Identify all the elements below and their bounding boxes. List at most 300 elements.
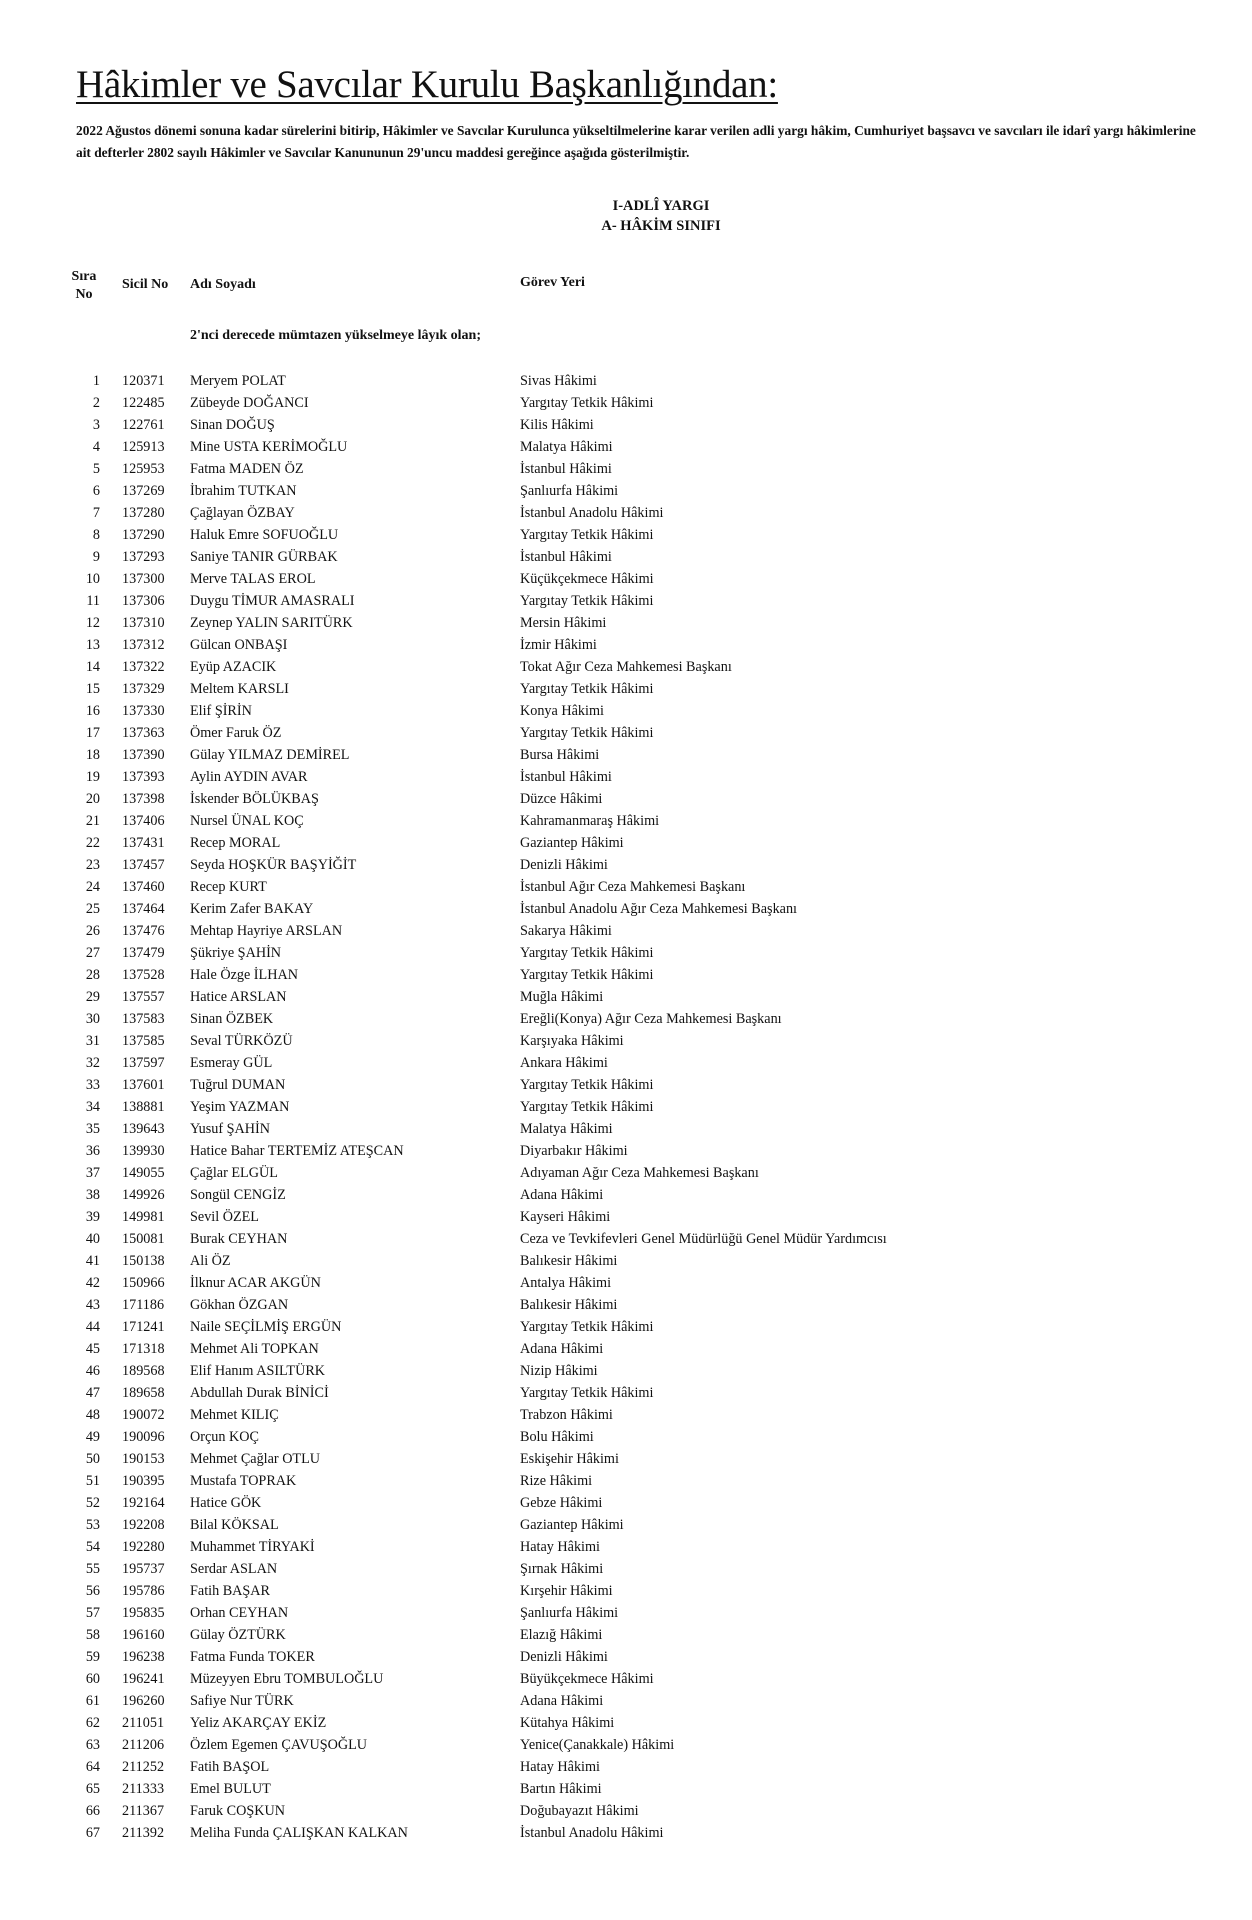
row-number: 40	[85, 1231, 100, 1247]
full-name: Gökhan ÖZGAN	[190, 1297, 289, 1313]
sicil-number: 137431	[122, 835, 165, 851]
duty-station: Mersin Hâkimi	[520, 615, 607, 631]
sicil-number: 211392	[122, 1825, 165, 1841]
duty-station: Düzce Hâkimi	[520, 791, 603, 807]
duty-station: Ankara Hâkimi	[520, 1055, 608, 1071]
sicil-number: 137390	[122, 747, 165, 763]
table-row	[0, 1382, 1252, 1404]
table-row	[0, 1426, 1252, 1448]
row-number: 48	[85, 1407, 100, 1423]
full-name: Burak CEYHAN	[190, 1231, 288, 1247]
sicil-number: 192280	[122, 1539, 165, 1555]
duty-station: Kırşehir Hâkimi	[520, 1583, 613, 1599]
full-name: Mehmet Ali TOPKAN	[190, 1341, 319, 1357]
table-row	[0, 942, 1252, 964]
row-number: 39	[85, 1209, 100, 1225]
table-row	[0, 612, 1252, 634]
row-number: 34	[85, 1099, 100, 1115]
table-row	[0, 1602, 1252, 1624]
table-row	[0, 876, 1252, 898]
sicil-number: 137290	[122, 527, 165, 543]
sicil-number: 171318	[122, 1341, 165, 1357]
duty-station: Yargıtay Tetkik Hâkimi	[520, 1319, 654, 1335]
table-row	[0, 1734, 1252, 1756]
sicil-number: 137457	[122, 857, 165, 873]
duty-station: Balıkesir Hâkimi	[520, 1253, 618, 1269]
full-name: Hatice GÖK	[190, 1495, 262, 1511]
duty-station: Adıyaman Ağır Ceza Mahkemesi Başkanı	[520, 1165, 759, 1181]
table-row	[0, 744, 1252, 766]
table-row	[0, 1184, 1252, 1206]
duty-station: Konya Hâkimi	[520, 703, 604, 719]
sicil-number: 195737	[122, 1561, 165, 1577]
full-name: Elif ŞİRİN	[190, 703, 252, 719]
row-number: 6	[92, 483, 100, 499]
sicil-number: 122761	[122, 417, 165, 433]
table-row	[0, 1690, 1252, 1712]
full-name: Seval TÜRKÖZÜ	[190, 1033, 293, 1049]
table-row	[0, 722, 1252, 744]
row-number: 18	[85, 747, 100, 763]
sicil-number: 149981	[122, 1209, 165, 1225]
row-number: 64	[85, 1759, 100, 1775]
row-number: 33	[85, 1077, 100, 1093]
row-number: 21	[85, 813, 100, 829]
row-number: 65	[85, 1781, 100, 1797]
full-name: Hatice Bahar TERTEMİZ ATEŞCAN	[190, 1143, 404, 1159]
duty-station: Hatay Hâkimi	[520, 1539, 600, 1555]
table-row	[0, 1778, 1252, 1800]
row-number: 45	[85, 1341, 100, 1357]
table-row	[0, 436, 1252, 458]
full-name: Mehmet Çağlar OTLU	[190, 1451, 321, 1467]
row-number: 56	[85, 1583, 100, 1599]
sicil-number: 150138	[122, 1253, 165, 1269]
full-name: Şükriye ŞAHİN	[190, 945, 282, 961]
duty-station: Trabzon Hâkimi	[520, 1407, 613, 1423]
duty-station: Muğla Hâkimi	[520, 989, 604, 1005]
full-name: Yusuf ŞAHİN	[190, 1121, 271, 1137]
full-name: Aylin AYDIN AVAR	[190, 769, 308, 785]
full-name: Mehtap Hayriye ARSLAN	[190, 923, 343, 939]
row-number: 25	[85, 901, 100, 917]
duty-station: Balıkesir Hâkimi	[520, 1297, 618, 1313]
table-row	[0, 1822, 1252, 1844]
row-number: 8	[92, 527, 100, 543]
table-row	[0, 1096, 1252, 1118]
full-name: Ali ÖZ	[190, 1253, 231, 1269]
duty-station: Yargıtay Tetkik Hâkimi	[520, 1099, 654, 1115]
table-row	[0, 634, 1252, 656]
full-name: Emel BULUT	[190, 1781, 271, 1797]
table-row	[0, 1118, 1252, 1140]
row-number: 53	[85, 1517, 100, 1533]
full-name: İskender BÖLÜKBAŞ	[190, 791, 319, 807]
row-number: 42	[85, 1275, 100, 1291]
judges-table	[0, 370, 1252, 1844]
sicil-number: 137406	[122, 813, 165, 829]
full-name: İbrahim TUTKAN	[190, 483, 297, 499]
table-row	[0, 480, 1252, 502]
sicil-number: 137398	[122, 791, 165, 807]
sicil-number: 137597	[122, 1055, 165, 1071]
full-name: Mustafa TOPRAK	[190, 1473, 297, 1489]
sicil-number: 137330	[122, 703, 165, 719]
full-name: İlknur ACAR AKGÜN	[190, 1275, 321, 1291]
full-name: Serdar ASLAN	[190, 1561, 278, 1577]
full-name: Hatice ARSLAN	[190, 989, 287, 1005]
duty-station: Denizli Hâkimi	[520, 1649, 608, 1665]
row-number: 7	[92, 505, 100, 521]
table-row	[0, 1008, 1252, 1030]
duty-station: Adana Hâkimi	[520, 1693, 604, 1709]
table-row	[0, 392, 1252, 414]
full-name: Elif Hanım ASILTÜRK	[190, 1363, 326, 1379]
sicil-number: 137306	[122, 593, 165, 609]
sicil-number: 137479	[122, 945, 165, 961]
full-name: Sinan DOĞUŞ	[190, 417, 275, 433]
sicil-number: 211051	[122, 1715, 165, 1731]
duty-station: Yargıtay Tetkik Hâkimi	[520, 527, 654, 543]
row-number: 17	[85, 725, 100, 741]
table-row	[0, 986, 1252, 1008]
sicil-number: 189658	[122, 1385, 165, 1401]
row-number: 47	[85, 1385, 100, 1401]
full-name: Yeşim YAZMAN	[190, 1099, 290, 1115]
table-row	[0, 1558, 1252, 1580]
duty-station: Eskişehir Hâkimi	[520, 1451, 619, 1467]
sicil-number: 190153	[122, 1451, 165, 1467]
table-row	[0, 1316, 1252, 1338]
duty-station: Yargıtay Tetkik Hâkimi	[520, 1385, 654, 1401]
table-row	[0, 1712, 1252, 1734]
sicil-number: 171241	[122, 1319, 165, 1335]
duty-station: Ceza ve Tevkifevleri Genel Müdürlüğü Genel Müdür Yardımcısı	[520, 1231, 887, 1247]
full-name: Özlem Egemen ÇAVUŞOĞLU	[190, 1737, 368, 1753]
full-name: Faruk COŞKUN	[190, 1803, 285, 1819]
full-name: Saniye TANIR GÜRBAK	[190, 549, 338, 565]
duty-station: Gebze Hâkimi	[520, 1495, 603, 1511]
row-number: 24	[85, 879, 100, 895]
table-row	[0, 1140, 1252, 1162]
intro-paragraph: 2022 Ağustos dönemi sonuna kadar sürelerini bitirip, Hâkimler ve Savcılar Kurulunca yükseltilmelerine karar verilen adli yargı hâkim, Cumhuriyet başsavcı ve savcıları ile idarî yargı hâkimlerine ait defterler 2802 sayılı Hâkimler ve Savcılar Kanununun 29'uncu maddesi gereğince aşağıda gösterilmiştir.	[76, 123, 1196, 160]
duty-station: Kilis Hâkimi	[520, 417, 594, 433]
row-number: 60	[85, 1671, 100, 1687]
full-name: Meliha Funda ÇALIŞKAN KALKAN	[190, 1825, 408, 1841]
full-name: Songül CENGİZ	[190, 1187, 286, 1203]
table-row	[0, 458, 1252, 480]
sicil-number: 137585	[122, 1033, 165, 1049]
row-number: 35	[85, 1121, 100, 1137]
table-row	[0, 524, 1252, 546]
row-number: 52	[85, 1495, 100, 1511]
duty-station: Antalya Hâkimi	[520, 1275, 612, 1291]
row-number: 4	[92, 439, 100, 455]
full-name: Yeliz AKARÇAY EKİZ	[190, 1715, 327, 1731]
duty-station: Yargıtay Tetkik Hâkimi	[520, 593, 654, 609]
full-name: Esmeray GÜL	[190, 1055, 273, 1071]
sicil-number: 195786	[122, 1583, 165, 1599]
table-row	[0, 1052, 1252, 1074]
sicil-number: 192208	[122, 1517, 165, 1533]
table-row	[0, 678, 1252, 700]
full-name: Seyda HOŞKÜR BAŞYİĞİT	[190, 857, 357, 873]
row-number: 14	[85, 659, 100, 675]
full-name: Hale Özge İLHAN	[190, 967, 298, 983]
sicil-number: 137601	[122, 1077, 165, 1093]
duty-station: Küçükçekmece Hâkimi	[520, 571, 654, 587]
sicil-number: 190072	[122, 1407, 165, 1423]
duty-station: Yargıtay Tetkik Hâkimi	[520, 945, 654, 961]
table-row	[0, 1162, 1252, 1184]
sicil-number: 139930	[122, 1143, 165, 1159]
full-name: Merve TALAS EROL	[190, 571, 316, 587]
row-number: 58	[85, 1627, 100, 1643]
full-name: Nursel ÜNAL KOÇ	[190, 813, 304, 829]
duty-station: Rize Hâkimi	[520, 1473, 593, 1489]
duty-station: Kütahya Hâkimi	[520, 1715, 615, 1731]
row-number: 54	[85, 1539, 100, 1555]
row-number: 59	[85, 1649, 100, 1665]
duty-station: Yenice(Çanakkale) Hâkimi	[520, 1737, 675, 1753]
duty-station: Ereğli(Konya) Ağır Ceza Mahkemesi Başkanı	[520, 1011, 782, 1027]
table-row	[0, 1360, 1252, 1382]
duty-station: Bolu Hâkimi	[520, 1429, 594, 1445]
table-row	[0, 656, 1252, 678]
sicil-number: 211367	[122, 1803, 165, 1819]
full-name: Sinan ÖZBEK	[190, 1011, 274, 1027]
duty-station: Gaziantep Hâkimi	[520, 1517, 624, 1533]
duty-station: İzmir Hâkimi	[520, 637, 597, 653]
table-row	[0, 1514, 1252, 1536]
full-name: Ömer Faruk ÖZ	[190, 725, 282, 741]
sicil-number: 150081	[122, 1231, 165, 1247]
table-row	[0, 1448, 1252, 1470]
table-row	[0, 766, 1252, 788]
row-number: 36	[85, 1143, 100, 1159]
duty-station: Bartın Hâkimi	[520, 1781, 602, 1797]
full-name: Mehmet KILIÇ	[190, 1407, 279, 1423]
row-number: 15	[85, 681, 100, 697]
duty-station: Yargıtay Tetkik Hâkimi	[520, 395, 654, 411]
duty-station: Elazığ Hâkimi	[520, 1627, 603, 1643]
full-name: Gülay ÖZTÜRK	[190, 1627, 286, 1643]
duty-station: Malatya Hâkimi	[520, 439, 613, 455]
sicil-number: 137293	[122, 549, 165, 565]
sicil-number: 196260	[122, 1693, 165, 1709]
table-row	[0, 1800, 1252, 1822]
table-row	[0, 898, 1252, 920]
duty-station: Gaziantep Hâkimi	[520, 835, 624, 851]
table-row	[0, 1470, 1252, 1492]
row-number: 11	[86, 593, 100, 609]
sicil-number: 196160	[122, 1627, 165, 1643]
full-name: Gülay YILMAZ DEMİREL	[190, 747, 350, 763]
table-row	[0, 546, 1252, 568]
section-heading: I-ADLÎ YARGI	[612, 198, 710, 214]
sicil-number: 120371	[122, 373, 165, 389]
full-name: Safiye Nur TÜRK	[190, 1693, 294, 1709]
duty-station: Şanlıurfa Hâkimi	[520, 483, 619, 499]
duty-station: Bursa Hâkimi	[520, 747, 600, 763]
duty-station: Kayseri Hâkimi	[520, 1209, 611, 1225]
table-row	[0, 1228, 1252, 1250]
sicil-number: 190395	[122, 1473, 165, 1489]
full-name: Meltem KARSLI	[190, 681, 289, 697]
sicil-number: 150966	[122, 1275, 165, 1291]
table-row	[0, 414, 1252, 436]
column-header-gorev-yeri: Görev Yeri	[520, 275, 585, 290]
row-number: 50	[85, 1451, 100, 1467]
full-name: Gülcan ONBAŞI	[190, 637, 288, 653]
row-number: 9	[92, 549, 100, 565]
row-number: 66	[85, 1803, 100, 1819]
table-row	[0, 1646, 1252, 1668]
duty-station: İstanbul Hâkimi	[520, 461, 612, 477]
row-number: 51	[85, 1473, 100, 1489]
sicil-number: 137460	[122, 879, 165, 895]
full-name: Muhammet TİRYAKİ	[190, 1539, 315, 1555]
row-number: 12	[85, 615, 100, 631]
full-name: Fatma MADEN ÖZ	[190, 461, 304, 477]
row-number: 26	[85, 923, 100, 939]
full-name: Eyüp AZACIK	[190, 659, 277, 675]
full-name: Orçun KOÇ	[190, 1429, 259, 1445]
sicil-number: 195835	[122, 1605, 165, 1621]
table-row	[0, 1272, 1252, 1294]
full-name: Fatih BAŞAR	[190, 1583, 271, 1599]
full-name: Recep KURT	[190, 879, 267, 895]
sicil-number: 137329	[122, 681, 165, 697]
row-number: 63	[85, 1737, 100, 1753]
column-header-sira-no	[68, 268, 100, 304]
sicil-number: 171186	[122, 1297, 165, 1313]
table-row	[0, 832, 1252, 854]
full-name: Naile SEÇİLMİŞ ERGÜN	[190, 1319, 342, 1335]
full-name: Mine USTA KERİMOĞLU	[190, 439, 348, 455]
duty-station: İstanbul Anadolu Ağır Ceza Mahkemesi Başkanı	[520, 901, 797, 917]
duty-station: Nizip Hâkimi	[520, 1363, 598, 1379]
full-name: Çağlayan ÖZBAY	[190, 505, 295, 521]
full-name: Fatih BAŞOL	[190, 1759, 270, 1775]
table-row	[0, 502, 1252, 524]
row-number: 31	[85, 1033, 100, 1049]
table-row	[0, 1756, 1252, 1778]
sicil-number: 149055	[122, 1165, 165, 1181]
duty-station: Kahramanmaraş Hâkimi	[520, 813, 660, 829]
duty-station: Yargıtay Tetkik Hâkimi	[520, 1077, 654, 1093]
table-row	[0, 854, 1252, 876]
full-name: Çağlar ELGÜL	[190, 1165, 278, 1181]
row-number: 61	[85, 1693, 100, 1709]
table-row	[0, 1206, 1252, 1228]
duty-station: İstanbul Anadolu Hâkimi	[520, 1825, 664, 1841]
row-number: 19	[85, 769, 100, 785]
column-header-sicil-no: Sicil No	[122, 277, 169, 292]
full-name: Haluk Emre SOFUOĞLU	[190, 527, 339, 543]
table-row	[0, 788, 1252, 810]
row-number: 20	[85, 791, 100, 807]
row-number: 3	[92, 417, 100, 433]
duty-station: Denizli Hâkimi	[520, 857, 608, 873]
table-row	[0, 1030, 1252, 1052]
duty-station: Malatya Hâkimi	[520, 1121, 613, 1137]
duty-station: Büyükçekmece Hâkimi	[520, 1671, 654, 1687]
duty-station: Şırnak Hâkimi	[520, 1561, 604, 1577]
full-name: Zeynep YALIN SARITÜRK	[190, 615, 353, 631]
full-name: Orhan CEYHAN	[190, 1605, 289, 1621]
duty-station: Sivas Hâkimi	[520, 373, 597, 389]
sicil-number: 137269	[122, 483, 165, 499]
sicil-number: 211206	[122, 1737, 165, 1753]
sicil-number: 190096	[122, 1429, 165, 1445]
full-name: Müzeyyen Ebru TOMBULOĞLU	[190, 1671, 384, 1687]
table-row	[0, 1624, 1252, 1646]
table-row	[0, 370, 1252, 392]
duty-station: Sakarya Hâkimi	[520, 923, 612, 939]
full-name: Kerim Zafer BAKAY	[190, 901, 314, 917]
row-number: 27	[85, 945, 100, 961]
row-number: 46	[85, 1363, 100, 1379]
full-name: Abdullah Durak BİNİCİ	[190, 1385, 329, 1401]
sicil-number: 137557	[122, 989, 165, 1005]
row-number: 38	[85, 1187, 100, 1203]
sicil-number: 196241	[122, 1671, 165, 1687]
duty-station: İstanbul Anadolu Hâkimi	[520, 505, 664, 521]
full-name: Sevil ÖZEL	[190, 1209, 259, 1225]
table-row	[0, 1294, 1252, 1316]
full-name: Tuğrul DUMAN	[190, 1077, 286, 1093]
full-name: Zübeyde DOĞANCI	[190, 395, 309, 411]
full-name: Fatma Funda TOKER	[190, 1649, 315, 1665]
full-name: Bilal KÖKSAL	[190, 1517, 279, 1533]
duty-station: Yargıtay Tetkik Hâkimi	[520, 681, 654, 697]
sicil-number: 196238	[122, 1649, 165, 1665]
sicil-number: 189568	[122, 1363, 165, 1379]
column-header-sira-no-label: Sıra No	[71, 269, 97, 302]
table-row	[0, 590, 1252, 612]
duty-station: İstanbul Hâkimi	[520, 549, 612, 565]
duty-station: Karşıyaka Hâkimi	[520, 1033, 624, 1049]
sicil-number: 211252	[122, 1759, 165, 1775]
duty-station: Doğubayazıt Hâkimi	[520, 1803, 639, 1819]
row-number: 1	[92, 373, 100, 389]
duty-station: Yargıtay Tetkik Hâkimi	[520, 725, 654, 741]
row-number: 62	[85, 1715, 100, 1731]
row-number: 29	[85, 989, 100, 1005]
table-row	[0, 920, 1252, 942]
sicil-number: 137312	[122, 637, 165, 653]
page-title: Hâkimler ve Savcılar Kurulu Başkanlığından:	[76, 63, 778, 106]
row-number: 32	[85, 1055, 100, 1071]
sicil-number: 211333	[122, 1781, 165, 1797]
sicil-number: 137322	[122, 659, 165, 675]
row-number: 67	[85, 1825, 100, 1841]
duty-station: Yargıtay Tetkik Hâkimi	[520, 967, 654, 983]
duty-station: Adana Hâkimi	[520, 1187, 604, 1203]
row-number: 22	[85, 835, 100, 851]
table-row	[0, 1580, 1252, 1602]
sicil-number: 139643	[122, 1121, 165, 1137]
sicil-number: 125953	[122, 461, 165, 477]
sicil-number: 149926	[122, 1187, 165, 1203]
table-row	[0, 700, 1252, 722]
sicil-number: 137476	[122, 923, 165, 939]
row-number: 37	[85, 1165, 100, 1181]
row-number: 41	[85, 1253, 100, 1269]
duty-station: Diyarbakır Hâkimi	[520, 1143, 628, 1159]
sicil-number: 137583	[122, 1011, 165, 1027]
